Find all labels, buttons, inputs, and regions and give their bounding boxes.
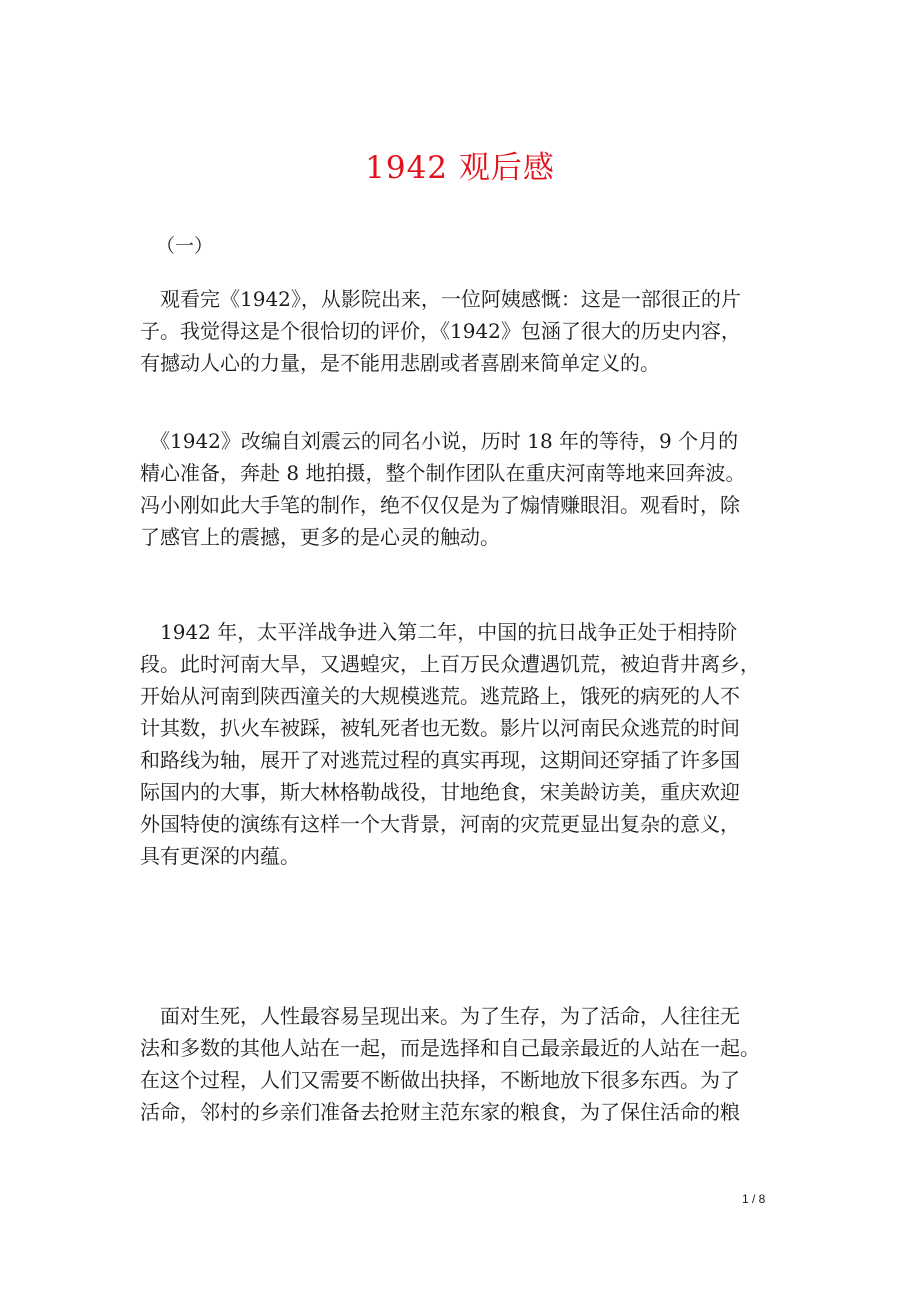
paragraph-line: 了感官上的震撼，更多的是心灵的触动。 [140,525,500,549]
paragraph-line: 计其数，扒火车被踩，被轧死者也无数。影片以河南民众逃荒的时间 [140,716,740,740]
paragraph-line: 具有更深的内蕴。 [140,844,300,868]
paragraph-line: 面对生死，人性最容易呈现出来。为了生存，为了活命，人往往无 [140,1004,740,1028]
paragraph-line: 在这个过程，人们又需要不断做出抉择，不断地放下很多东西。为了 [140,1068,740,1092]
paragraph-3 [140,616,796,872]
paragraph-line: 外国特使的演练有这样一个大背景，河南的灾荒更显出复杂的意义， [140,812,740,836]
paragraph-line: 精心准备，奔赴 8 地拍摄，整个制作团队在重庆河南等地来回奔波。 [140,461,746,485]
paragraph-4 [140,1000,796,1128]
document-title: 1942 观后感 [365,150,555,186]
paragraph-2 [140,425,796,553]
paragraph-line: 冯小刚如此大手笔的制作，绝不仅仅是为了煽情赚眼泪。观看时，除 [140,493,740,517]
page-number: 1 / 8 [742,1192,766,1206]
paragraph-line: 子。我觉得这是个很恰切的评价，《1942》包涵了很大的历史内容， [140,319,741,343]
paragraph-line: 有撼动人心的力量，是不能用悲剧或者喜剧来简单定义的。 [140,351,660,375]
paragraph-line: 《1942》改编自刘震云的同名小说，历时 18 年的等待，9 个月的 [140,429,739,453]
paragraph-line: 观看完《1942》，从影院出来，一位阿姨感慨：这是一部很正的片 [140,287,741,311]
paragraph-line: 开始从河南到陕西潼关的大规模逃荒。逃荒路上，饿死的病死的人不 [140,684,740,708]
section-label: （一） [156,235,214,257]
paragraph-1 [140,283,796,379]
paragraph-line: 和路线为轴，展开了对逃荒过程的真实再现，这期间还穿插了许多国 [140,748,740,772]
paragraph-line: 际国内的大事，斯大林格勒战役，甘地绝食，宋美龄访美，重庆欢迎 [140,780,740,804]
paragraph-line: 1942 年，太平洋战争进入第二年，中国的抗日战争正处于相持阶 [140,620,738,644]
paragraph-line: 段。此时河南大旱，又遇蝗灾，上百万民众遭遇饥荒，被迫背井离乡， [140,652,760,676]
paragraph-line: 活命，邻村的乡亲们准备去抢财主范东家的粮食，为了保住活命的粮 [140,1100,740,1124]
paragraph-line: 法和多数的其他人站在一起，而是选择和自己最亲最近的人站在一起。 [140,1036,760,1060]
